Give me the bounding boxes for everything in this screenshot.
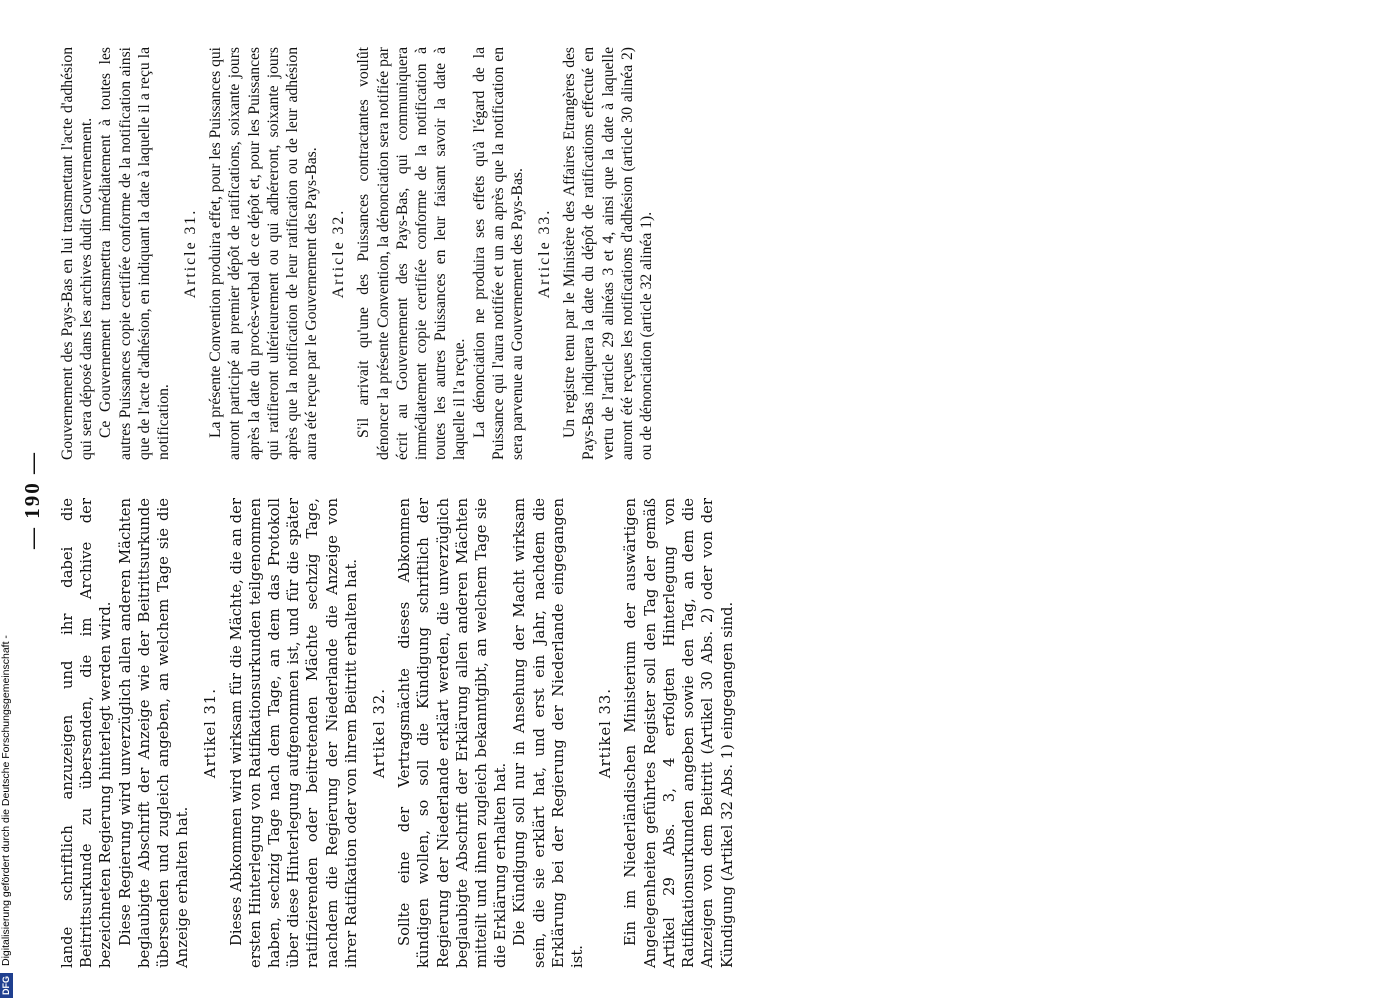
de-article-32-text-1: Sollte eine der Vertragsmächte dieses Abkommen kündigen wollen, so soll die Kündigung schriftlich der Regierung der Niederlande erklärt werden, die unverzüglich beglaubigte Abschrift der Erklärung allen anderen Mächten mitteilt und ihnen zugleich bekanntgibt, an welchem Tage sie die Erklärung erhalten hat. (396, 498, 510, 968)
fr-article-32-heading: Article 32. (330, 208, 348, 299)
de-article-31-heading: Artikel 31. (202, 687, 220, 779)
funding-footer (0, 0, 14, 1000)
de-intro-paragraph-2: Diese Regierung wird unverzüglich allen anderen Mächten beglaubigte Abschrift der Anzeige wie der Beitrittsurkunde übersenden und zugleich angeben, an welchem Tage sie die Anzeige erhalten hat. (116, 498, 192, 968)
funding-note: Digitalisierung gefördert durch die Deutsche Forschungsgemeinschaft - (0, 635, 12, 966)
dfg-logo: DFG (0, 973, 13, 998)
de-article-33-heading: Artikel 33. (597, 687, 615, 779)
fr-intro-paragraph-1: Gouvernement des Pays-Bas en lui transmettant l'acte d'adhésion qui sera déposé dans les archives dudit Gouvernement. (59, 47, 96, 460)
fr-article-33-heading: Article 33. (536, 208, 554, 299)
fr-intro-paragraph-2: Ce Gouvernement transmettra immédiatement à toutes les autres Puissances copie certifiée conforme de la notification ainsi que de l'acte d'adhésion, en indiquant la date à laquelle il a reçu la notification. (97, 47, 173, 460)
de-article-32-text-2: Die Kündigung soll nur in Ansehung der Macht wirksam sein, die sie erklärt hat, und erst ein Jahr, nachdem die Erklärung bei der Regierung der Niederlande eingegangen ist. (511, 498, 587, 968)
fr-article-33-text: Un registre tenu par le Ministère des Affaires Etrangères des Pays-Bas indiquera la date du dépôt de ratifications effectué en vertu de l'article 29 alinéas 3 et 4, ainsi que la date à laquelle auront été reçues les notifications d'adhésion (article 30 alinéa 2) ou de dénonciation (article 32 alinéa 1). (561, 47, 656, 460)
de-intro-paragraph-1: lande schriftlich anzuzeigen und ihr dabei die Beitrittsurkunde zu übersenden, die im Archive der bezeichneten Regierung hinterlegt werden wird. (59, 498, 115, 968)
de-article-31-text: Dieses Abkommen wird wirksam für die Mächte, die an der ersten Hinterlegung von Ratifikationsurkunden teilgenommen haben, sechzig Tage nach dem Tage, an dem das Protokoll über diese Hinterlegung aufgenommen ist, und für die später ratifizierenden oder beitretenden Mächte sechzig Tage, nachdem die Regierung der Niederlande die Anzeige von ihrer Ratifikation oder von ihrem Beitritt erhalten hat. (227, 498, 360, 968)
de-article-33-text: Ein im Niederländischen Ministerium der auswärtigen Angelegenheiten geführtes Register soll den Tag der gemäß Artikel 29 Abs. 3, 4 erfolgten Hinterlegung von Ratifikationsurkunden angeben sowie den Tag, an dem die Anzeigen von dem Beitritt (Artikel 30 Abs. 2) oder von der Kündigung (Artikel 32 Abs. 1) eingegangen sind. (622, 498, 736, 968)
de-article-32-heading: Artikel 32. (371, 687, 389, 779)
page-number: — 190 — (20, 451, 44, 549)
fr-article-32-text-2: La dénonciation ne produira ses effets qu'à l'égard de la Puissance qui l'aura notifiée et un an après que la notification en sera parvenue au Gouvernement des Pays-Bas. (470, 47, 527, 460)
fr-article-32-text-1: S'il arrivait qu'une des Puissances contractantes voulût dénoncer la présente Convention, la dénonciation sera notifiée par écrit au Gouvernement des Pays-Bas, qui communiquera immédiatement copie certifiée conforme de la notification à toutes les autres Puissances en leur faisant savoir la date à laquelle il l'a reçue. (355, 47, 469, 460)
fr-article-31-heading: Article 31. (182, 208, 200, 299)
fr-article-31-text: La présente Convention produira effet, pour les Puissances qui auront participé au premier dépôt de ratifications, soixante jours après la date du procès-verbal de ce dépôt et, pour les Puissances qui ratifieront ultérieurement ou qui adhéreront, soixante jours après que la notification de leur ratification ou de leur adhésion aura été reçue par le Gouvernement des Pays-Bas. (207, 47, 321, 460)
